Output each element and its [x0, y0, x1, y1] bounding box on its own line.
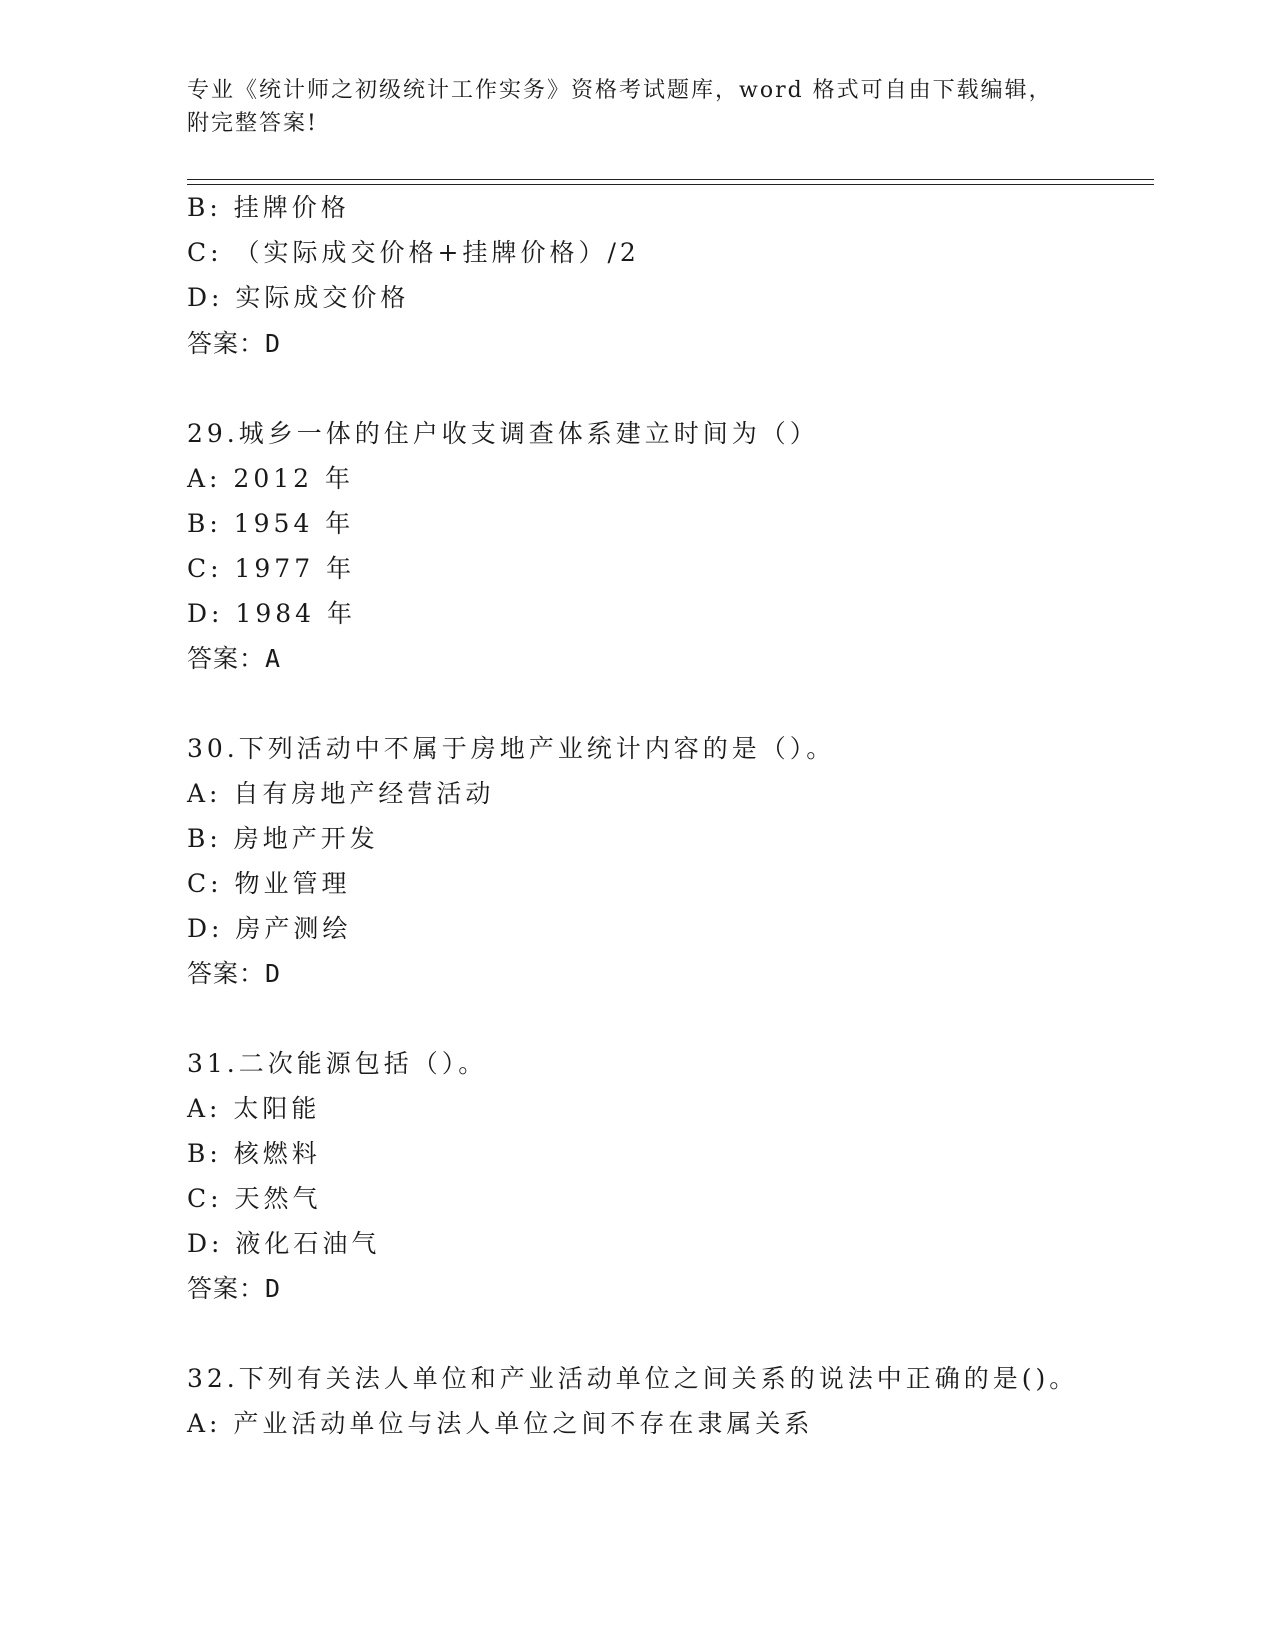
document-header [187, 74, 1067, 140]
q30-answer: 答案：D [187, 959, 282, 988]
header-line-2: 附完整答案! [187, 111, 318, 136]
q32-option-a: A: 产业活动单位与法人单位之间不存在隶属关系 [187, 1409, 814, 1438]
q32-question: 32.下列有关法人单位和产业活动单位之间关系的说法中正确的是()。 [187, 1364, 1079, 1393]
q30-option-b: B: 房地产开发 [187, 824, 379, 853]
q28-option-d: D: 实际成交价格 [187, 283, 410, 312]
q30-question: 30.下列活动中不属于房地产业统计内容的是（）。 [187, 734, 836, 763]
q31-answer: 答案：D [187, 1274, 282, 1303]
header-divider-top [187, 179, 1154, 180]
q28-option-c: C: （实际成交价格+挂牌价格）/2 [187, 238, 640, 267]
q31-option-c: C: 天然气 [187, 1184, 322, 1213]
q31-option-d: D: 液化石油气 [187, 1229, 381, 1258]
q30-option-c: C: 物业管理 [187, 869, 351, 898]
q28-option-b: B: 挂牌价格 [187, 193, 350, 222]
q28-answer: 答案：D [187, 329, 282, 358]
q31-option-b: B: 核燃料 [187, 1139, 321, 1168]
q31-question: 31.二次能源包括（）。 [187, 1049, 488, 1078]
q29-option-a: A: 2012 年 [187, 464, 354, 493]
q29-option-b: B: 1954 年 [187, 509, 355, 538]
q29-question: 29.城乡一体的住户收支调查体系建立时间为（） [187, 419, 819, 448]
header-line-1: 专业《统计师之初级统计工作实务》资格考试题库，word 格式可自由下载编辑， [187, 78, 1053, 103]
header-divider-bottom [187, 184, 1154, 185]
q29-answer: 答案：A [187, 644, 282, 673]
q30-option-a: A: 自有房地产经营活动 [187, 779, 495, 808]
q31-option-a: A: 太阳能 [187, 1094, 321, 1123]
q29-option-c: C: 1977 年 [187, 554, 356, 583]
q29-option-d: D: 1984 年 [187, 599, 356, 628]
q30-option-d: D: 房产测绘 [187, 914, 352, 943]
